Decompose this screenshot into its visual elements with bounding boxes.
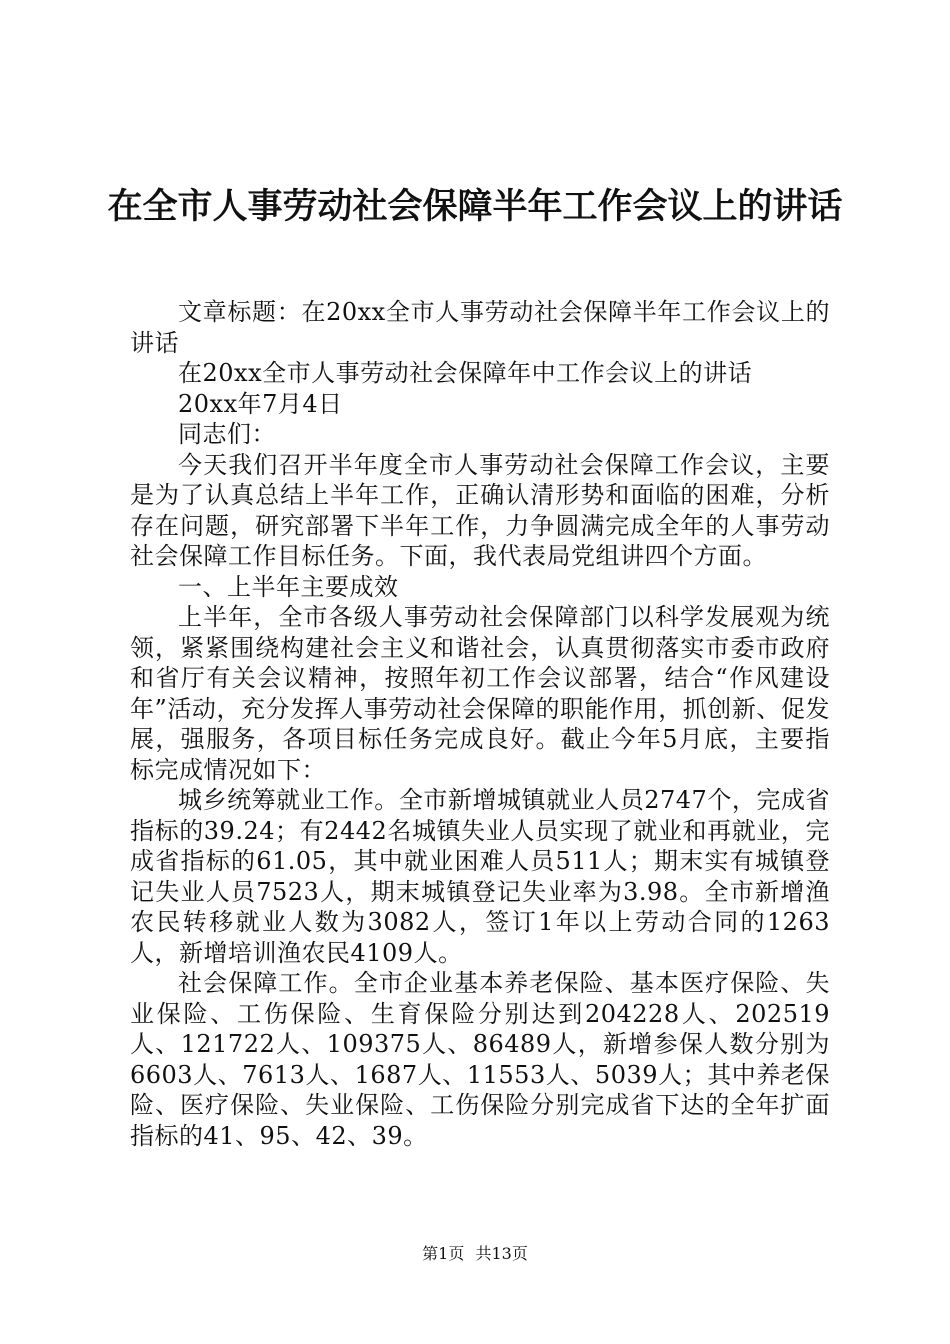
paragraph-employment: 城乡统筹就业工作。全市新增城镇就业人员2747个，完成省指标的39.24；有2442名城镇失业人员实现了就业和再就业，完成省指标的61.05，其中就业困难人员511人；期末实有城镇登记失业人员7523人，期末城镇登记失业率为3.98。全市新增渔农民转移就业人数为3082人，签订1年以上劳动合同的1263人，新增培训渔农民4109人。 [130,786,830,967]
article-title-line: 文章标题：在20xx全市人事劳动社会保障半年工作会议上的讲话 [130,298,830,357]
document-title: 在全市人事劳动社会保障半年工作会议上的讲话 [107,187,843,227]
paragraph-overview: 上半年，全市各级人事劳动社会保障部门以科学发展观为统领，紧紧围绕构建社会主义和谐社会，认真贯彻落实市委市政府和省厅有关会议精神，按照年初工作会议部署，结合“作风建设年”活动，充分发挥人事劳动社会保障的职能作用，抓创新、促发展，强服务，各项目标任务完成良好。截止今年5月底，主要指标完成情况如下： [130,603,830,784]
paragraph-intro: 今天我们召开半年度全市人事劳动社会保障工作会议，主要是为了认真总结上半年工作，正确认清形势和面临的困难，分析存在问题，研究部署下半年工作，力争圆满完成全年的人事劳动社会保障工作目标任务。下面，我代表局党组讲四个方面。 [130,450,830,570]
page-total: 共13页 [475,1244,528,1263]
section-heading: 一、上半年主要成效 [178,572,399,601]
date-line: 20xx年7月4日 [178,389,343,418]
salutation: 同志们： [178,420,276,448]
page-footer [0,1242,950,1266]
paragraph-social-security: 社会保障工作。全市企业基本养老保险、基本医疗保险、失业保险、工伤保险、生育保险分别达到204228人、202519人、121722人、109375人、86489人，新增参保人数分别为6603人、7613人、1687人、11553人、5039人；其中养老保险、医疗保险、失业保险、工伤保险分别完成省下达的全年扩面指标的41、95、42、39。 [130,969,830,1150]
document-body [130,297,830,1151]
speech-title-line: 在20xx全市人事劳动社会保障年中工作会议上的讲话 [178,359,753,387]
page-number: 第1页 [422,1244,465,1263]
